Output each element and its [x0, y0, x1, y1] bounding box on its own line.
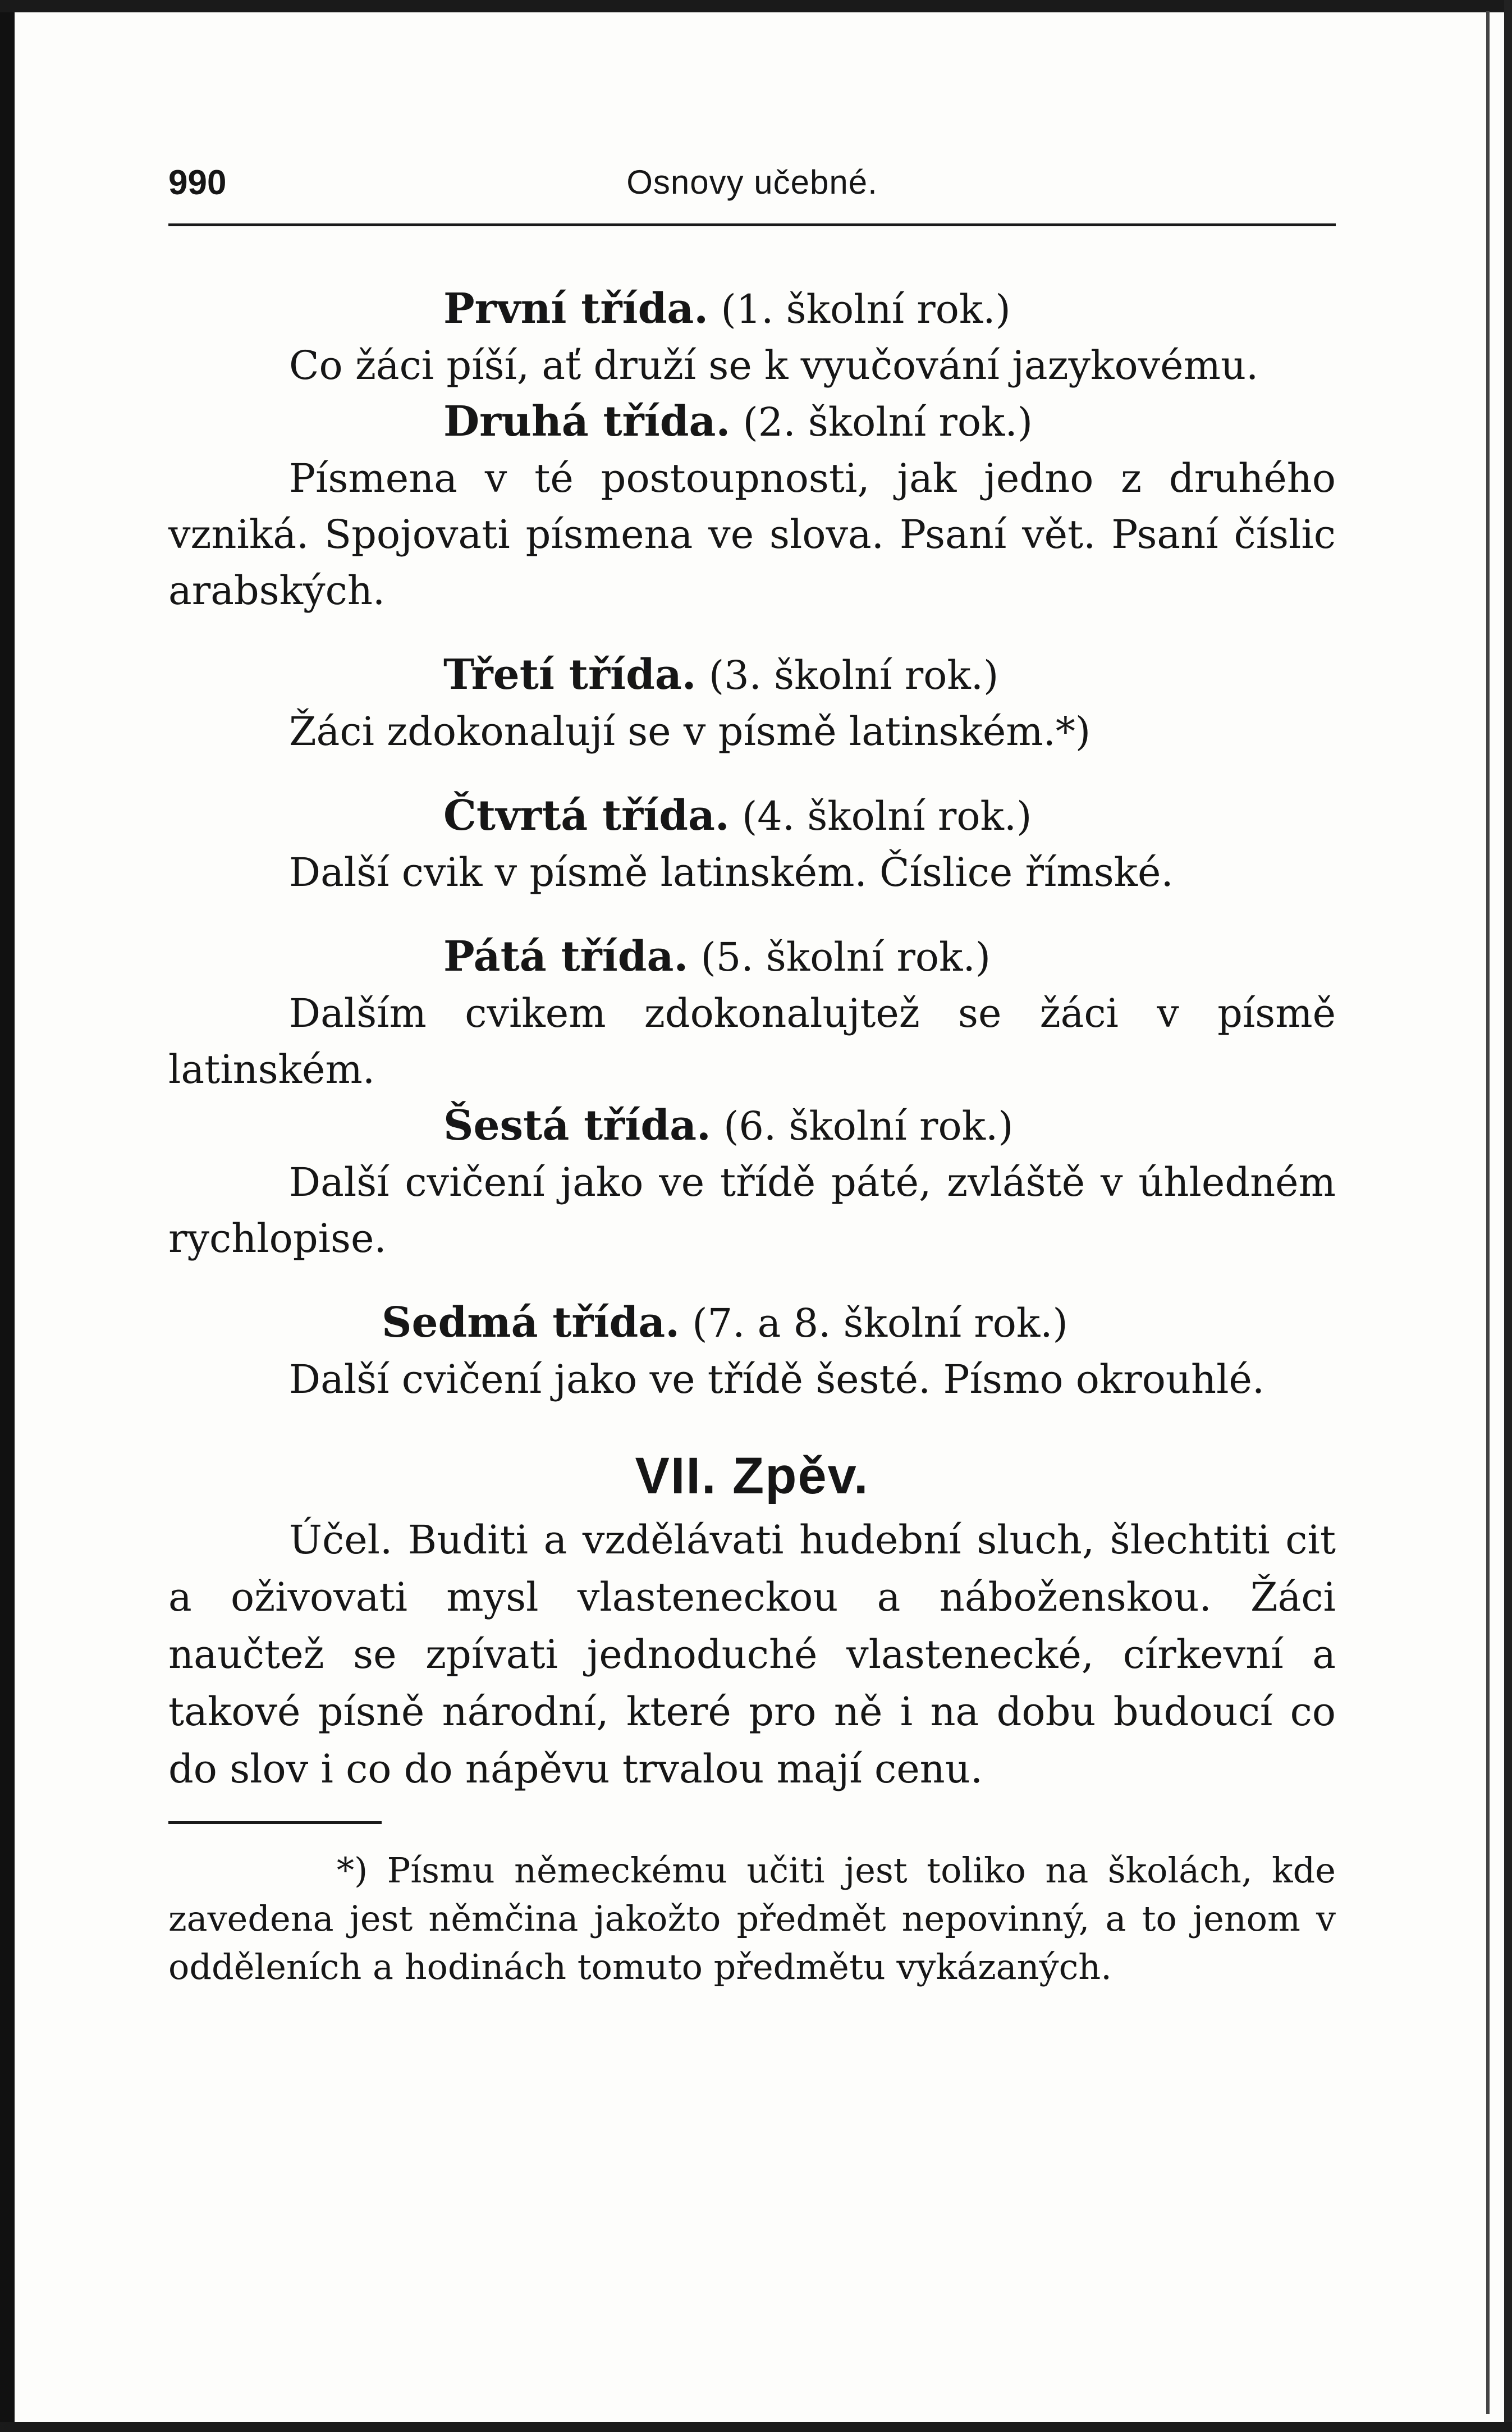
- scan-border-top: [0, 0, 1512, 12]
- page-header: [168, 158, 1336, 214]
- section-heading: [168, 788, 1336, 844]
- page-edge-shadow: [1486, 11, 1490, 2414]
- scan-border-left: [0, 0, 15, 2432]
- section-heading-note: (6. školní rok.): [723, 1103, 1014, 1149]
- section-heading-note: (7. a 8. školní rok.): [692, 1300, 1068, 1346]
- section-text: Další cvik v písmě latinském. Číslice římské.: [289, 849, 1174, 895]
- footnote-rule: [168, 1821, 382, 1824]
- section-text: Písmena v té postoupnosti, jak jedno z druhého vzniká. Spojovati písmena ve slova. Psaní vět. Psaní číslic arabských.: [168, 455, 1336, 614]
- section-heading-title: Druhá třída.: [443, 397, 731, 446]
- section-heading-title: Pátá třída.: [443, 932, 689, 981]
- running-title: Osnovy učebné.: [626, 163, 878, 201]
- section-heading-title: Čtvrtá třída.: [443, 792, 730, 840]
- header-rule: [168, 223, 1336, 226]
- section-heading-note: (1. školní rok.): [721, 286, 1011, 332]
- section-heading-title: Šestá třída.: [443, 1101, 711, 1150]
- section-heading-title: První třída.: [443, 285, 709, 333]
- section-vii-title: VII. Zpěv.: [635, 1447, 869, 1505]
- section-text: Žáci zdokonalují se v písmě latinském.*): [289, 708, 1091, 755]
- section-heading: [168, 1098, 1336, 1154]
- section-heading: [168, 394, 1336, 450]
- section-text: Další cvičení jako ve třídě šesté. Písmo okrouhlé.: [289, 1356, 1265, 1402]
- section-heading: [168, 647, 1336, 703]
- section-text: Další cvičení jako ve třídě páté, zvláště v úhledném rychlopise.: [168, 1159, 1336, 1261]
- scan-border-right: [1504, 0, 1512, 2432]
- section-text: Dalším cvikem zdokonalujtež se žáci v písmě latinském.: [168, 990, 1336, 1092]
- section-heading: [168, 929, 1336, 985]
- footnote: *) Písmu německému učiti jest toliko na školách, kde zavedena jest němčina jakožto předmět nepovinný, a to jenom v odděleních a hodinách tomuto předmětu vykázaných.: [168, 1850, 1336, 1987]
- section-heading-title: Sedmá třída.: [382, 1299, 680, 1347]
- section-vii-text: Účel. Buditi a vzdělávati hudební sluch, šlechtiti cit a oživovati mysl vlasteneckou a náboženskou. Žáci naučtež se zpívati jednoduché vlastenecké, církevní a takové písně národní, které pro ně i na dobu budoucí co do slov i co do nápěvu trvalou mají cenu.: [168, 1517, 1336, 1792]
- section-heading-note: (3. školní rok.): [708, 652, 999, 698]
- section-text: Co žáci píší, ať druží se k vyučování jazykovému.: [289, 342, 1259, 388]
- page-body: [168, 281, 1336, 1991]
- section-heading-note: (4. školní rok.): [741, 793, 1032, 839]
- section-heading-title: Třetí třída.: [443, 651, 697, 699]
- page-number: 990: [168, 163, 227, 202]
- scan-border-bottom: [0, 2422, 1512, 2432]
- section-heading-note: (5. školní rok.): [700, 934, 991, 980]
- section-heading: [168, 1295, 1336, 1351]
- section-heading: [168, 281, 1336, 337]
- section-heading-note: (2. školní rok.): [743, 399, 1033, 445]
